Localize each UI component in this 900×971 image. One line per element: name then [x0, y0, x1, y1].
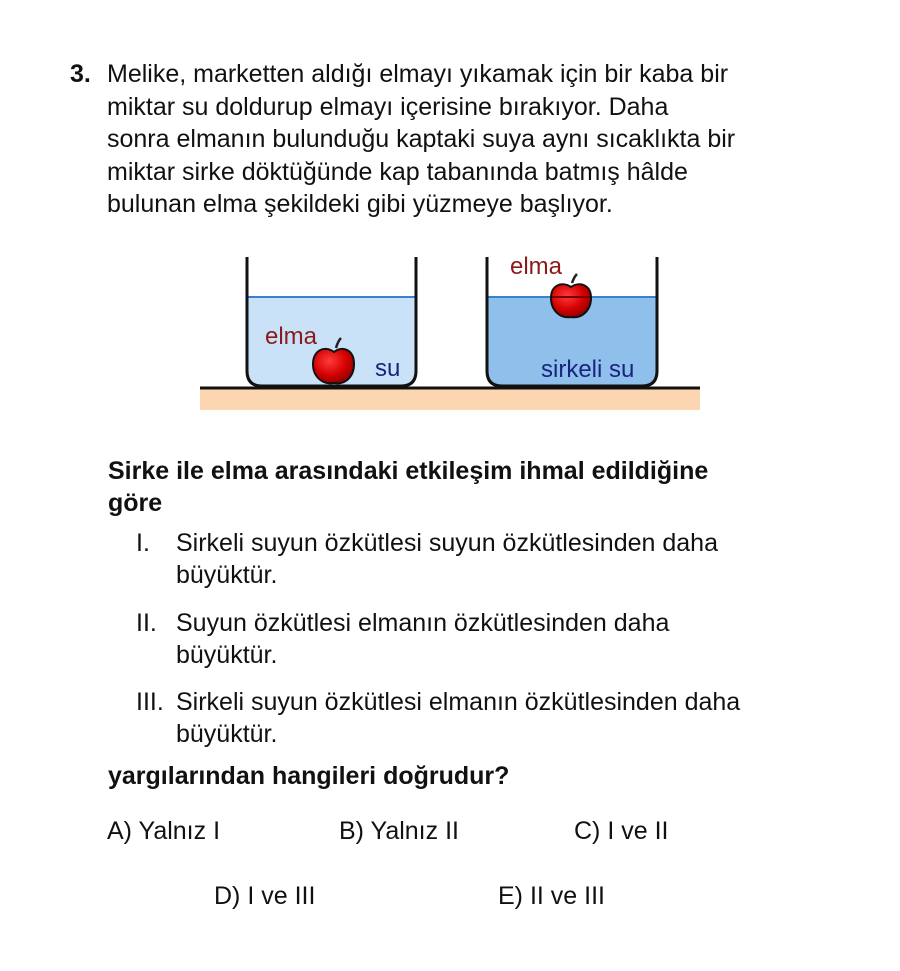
option-label: C) — [574, 817, 601, 845]
apple-label-right: elma — [510, 253, 563, 280]
option-label: B) — [339, 817, 364, 845]
statement-text — [176, 527, 718, 591]
condition-text — [108, 455, 708, 519]
option-text: Yalnız I — [138, 817, 221, 845]
statement-line: Suyun özkütlesi elmanın özkütlesinden daha — [176, 609, 670, 637]
stem-line: miktar sirke döktüğünde kap tabanında batmış hâlde — [107, 157, 688, 186]
stem-line: sonra elmanın bulunduğu kaptaki suya aynı sıcaklıkta bir — [107, 125, 736, 153]
statement-numeral: I. — [136, 529, 150, 557]
statement-line: büyüktür. — [176, 561, 278, 589]
statement-numeral: II. — [136, 609, 157, 637]
liquid-label-right: sirkeli su — [541, 356, 635, 383]
option-text: I ve II — [607, 817, 669, 845]
option-text: Yalnız II — [370, 817, 459, 845]
statement-line: Sirkeli suyun özkütlesi elmanın özkütlesinden daha — [176, 688, 741, 716]
option-a[interactable] — [107, 815, 220, 847]
option-label: E) — [498, 882, 523, 910]
condition-line: göre — [108, 489, 163, 517]
option-label: D) — [214, 882, 241, 910]
option-text: II ve III — [529, 882, 605, 910]
option-label: A) — [107, 817, 132, 845]
option-e[interactable] — [498, 880, 605, 912]
statement-line: büyüktür. — [176, 641, 278, 669]
apple-label-left: elma — [265, 323, 318, 350]
stem-line: Melike, marketten aldığı elmayı yıkamak için bir kaba bir — [107, 60, 729, 88]
option-text: I ve III — [247, 882, 316, 910]
statement-text — [176, 607, 669, 671]
experiment-diagram — [195, 245, 715, 420]
stem-line: bulunan elma şekildeki gibi yüzmeye başlıyor. — [107, 190, 613, 218]
statement-line: Sirkeli suyun özkütlesi suyun özkütlesinden daha — [176, 529, 718, 557]
apple-floating-icon — [551, 274, 591, 317]
question-number: 3. — [70, 60, 91, 88]
liquid-label-left: su — [375, 355, 401, 382]
question-stem — [107, 58, 807, 221]
statement-text — [176, 686, 740, 750]
option-c[interactable] — [574, 815, 668, 847]
question-prompt: yargılarından hangileri doğrudur? — [108, 762, 510, 790]
statement-line: büyüktür. — [176, 720, 278, 748]
option-b[interactable] — [339, 815, 459, 847]
condition-line: Sirke ile elma arasındaki etkileşim ihmal edildiğine — [108, 457, 709, 485]
statement-numeral: III. — [136, 688, 164, 716]
table-surface — [200, 388, 700, 410]
option-d[interactable] — [214, 880, 315, 912]
experiment-figure — [195, 245, 715, 420]
stem-line: miktar su doldurup elmayı içerisine bırakıyor. Daha — [107, 92, 669, 121]
